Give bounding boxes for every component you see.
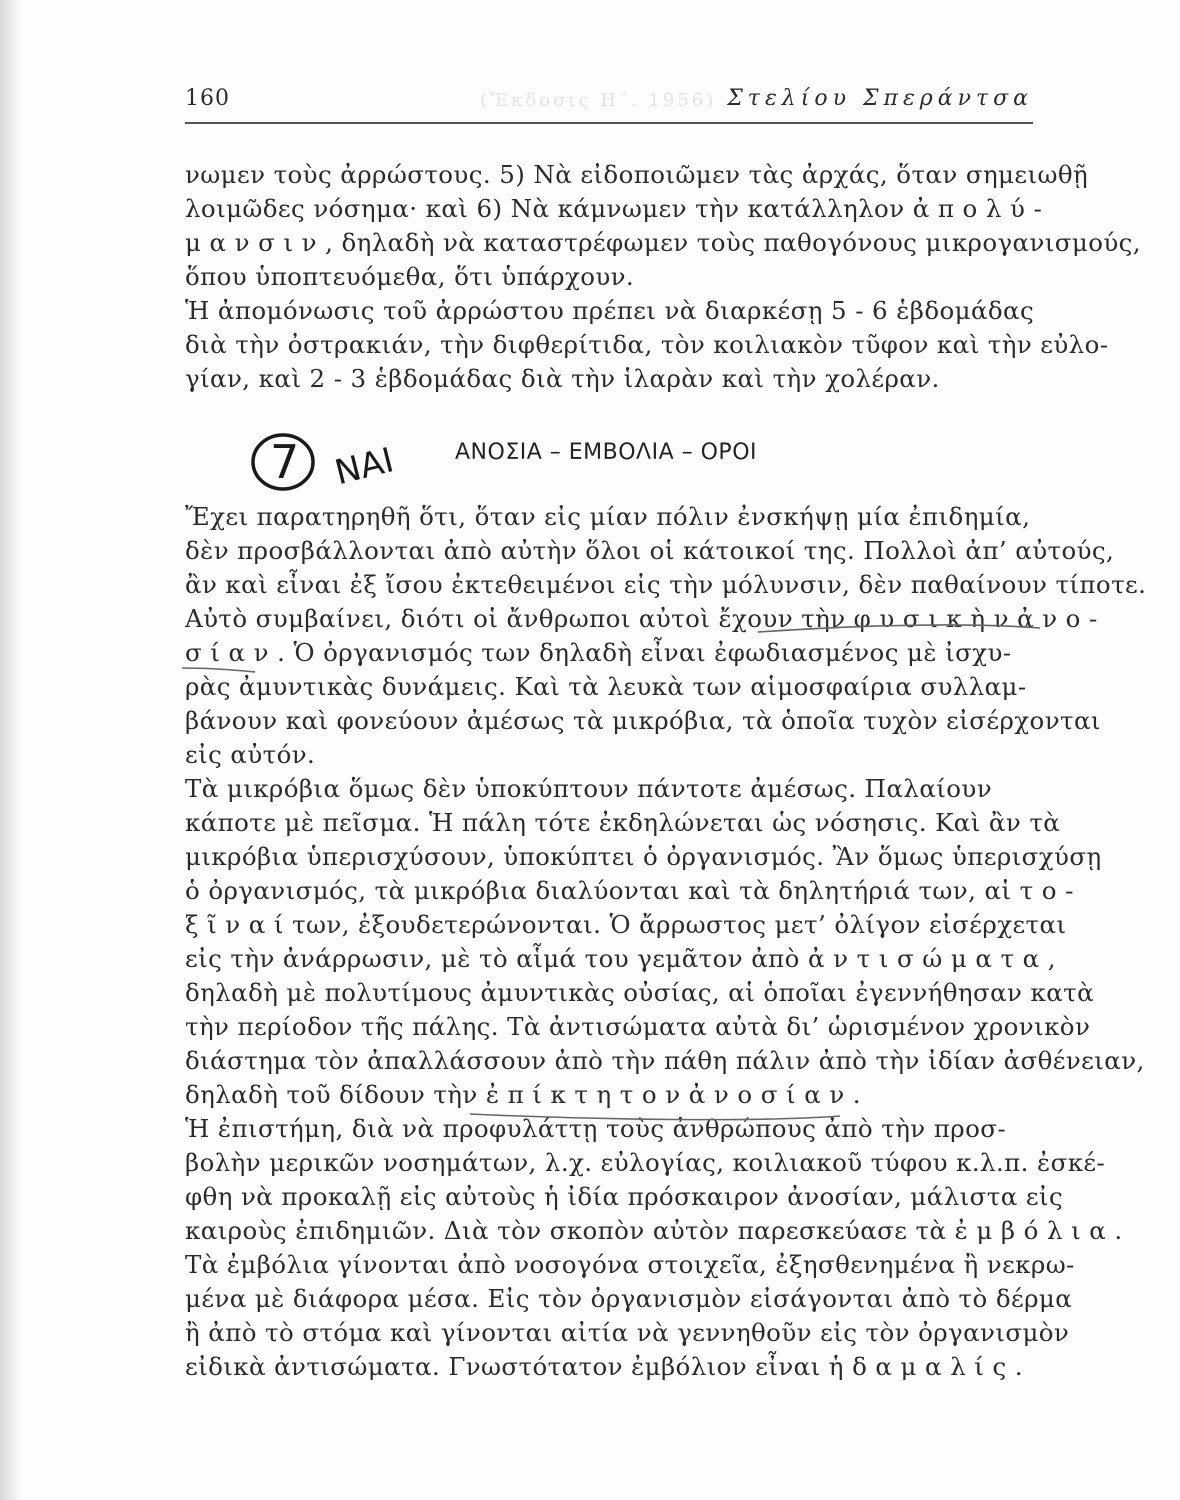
text-line: μένα μὲ διάφορα μέσα. Εἰς τὸν ὀργανισμὸν εἰσάγονται ἀπὸ τὸ δέρμα <box>185 1284 1073 1313</box>
page-number: 160 <box>185 86 230 111</box>
text-line: Ἔχει παρατηρηθῆ ὅτι, ὅταν εἰς μίαν πόλιν ἐνσκήψῃ μία ἐπιδημία, <box>185 502 1031 531</box>
text-line: λοιμῶδες νόσημα· καὶ 6) Νὰ κάμνωμεν τὴν κατάλληλον ἀ π ο λ ύ - <box>185 194 1043 223</box>
text-line: μικρόβια ὑπερισχύσουν, ὑποκύπτει ὁ ὀργανισμός. Ἂν ὅμως ὑπερισχύσῃ <box>185 842 1102 871</box>
text-line: Αὐτὸ συμβαίνει, διότι οἱ ἄνθρωποι αὐτοὶ ἔχουν τὴν φ υ σ ι κ ὴ ν ἀ ν ο - <box>185 604 1098 633</box>
text-line: διάστημα τὸν ἀπαλλάσσουν ἀπὸ τὴν πάθη πάλιν ἀπὸ τὴν ἰδίαν ἀσθένειαν, <box>185 1046 1145 1075</box>
handwritten-annotation <box>245 428 445 498</box>
page-edge-shadow <box>0 0 22 1500</box>
text-line: εἰδικὰ ἀντισώματα. Γνωστότατον ἐμβόλιον εἶναι ἡ δ α μ α λ ί ς . <box>185 1352 1023 1381</box>
text-line: ἢ ἀπὸ τὸ στόμα καὶ γίνονται αἰτία νὰ γεννηθοῦν εἰς τὸν ὀργανισμὸν <box>185 1318 1070 1347</box>
text-line: εἰς τὴν ἀνάρρωσιν, μὲ τὸ αἷμά του γεμᾶτον ἀπὸ ἀ ν τ ι σ ώ μ α τ α , <box>185 944 1056 973</box>
text-line: δηλαδὴ μὲ πολυτίμους ἀμυντικὰς οὐσίας, αἱ ὁποῖαι ἐγεννήθησαν κατὰ <box>185 978 1095 1007</box>
text-line: Τὰ μικρόβια ὅμως δὲν ὑποκύπτουν πάντοτε ἀμέσως. Παλαίουν <box>185 774 993 803</box>
section-heading: ΑΝΟΣΙΑ – ΕΜΒΟΛΙΑ – ΟΡΟΙ <box>455 440 758 465</box>
text-line: δηλαδὴ τοῦ δίδουν τὴν ἐ π ί κ τ η τ ο ν ἀ ν ο σ ί α ν . <box>185 1080 861 1109</box>
text-line: κάποτε μὲ πεῖσμα. Ἡ πάλη τότε ἐκδηλώνεται ὡς νόσησις. Καὶ ἂν τὰ <box>185 808 1061 837</box>
bleed-through-text: (Ἔκδοσις Η΄. 1956) <box>480 90 717 111</box>
handwritten-note: ΝΑΙ <box>330 440 398 494</box>
text-line: σ ί α ν . Ὁ ὀργανισμός των δηλαδὴ εἶναι ἐφωδιασμένος μὲ ἰσχυ- <box>185 638 1012 667</box>
text-line: Ἡ ἀπομόνωσις τοῦ ἀρρώστου πρέπει νὰ διαρκέσῃ 5 - 6 ἑβδομάδας <box>185 296 1035 325</box>
text-line: Τὰ ἐμβόλια γίνονται ἀπὸ νοσογόνα στοιχεῖα, ἐξησθενημένα ἢ νεκρω- <box>185 1250 1075 1279</box>
text-line: γίαν, καὶ 2 - 3 ἑβδομάδας διὰ τὴν ἱλαρὰν καὶ τὴν χολέραν. <box>185 364 940 393</box>
text-line: ὁ ὀργανισμός, τὰ μικρόβια διαλύονται καὶ τὰ δηλητήριά των, αἱ τ ο - <box>185 876 1074 905</box>
text-line: βάνουν καὶ φονεύουν ἀμέσως τὰ μικρόβια, τὰ ὁποῖα τυχὸν εἰσέρχονται <box>185 706 1101 735</box>
text-line: τὴν περίοδον τῆς πάλης. Τὰ ἀντισώματα αὐτὰ δι’ ὡρισμένον χρονικὸν <box>185 1012 1091 1041</box>
text-line: μ α ν σ ι ν , δηλαδὴ νὰ καταστρέφωμεν τοὺς παθογόνους μικρογανισμούς, <box>185 228 1141 257</box>
text-line: Ἡ ἐπιστήμη, διὰ νὰ προφυλάττῃ τοὺς ἀνθρώπους ἀπὸ τὴν προσ- <box>185 1114 1007 1143</box>
text-line: διὰ τὴν ὀστρακιάν, τὴν διφθερίτιδα, τὸν κοιλιακὸν τῦφον καὶ τὴν εὐλο- <box>185 330 1109 359</box>
text-line: ξ ῖ ν α ί των, ἐξουδετερώνονται. Ὁ ἄρρωστος μετ’ ὀλίγον εἰσέρχεται <box>185 910 1067 939</box>
text-line: νωμεν τοὺς ἀρρώστους. 5) Νὰ εἰδοποιῶμεν τὰς ἀρχάς, ὅταν σημειωθῇ <box>185 160 1089 189</box>
text-line: ρὰς ἀμυντικὰς δυνάμεις. Καὶ τὰ λευκὰ των αἱμοσφαίρια συλλαμ- <box>185 672 1027 701</box>
text-line: ἂν καὶ εἶναι ἐξ ἴσου ἐκτεθειμένοι εἰς τὴν μόλυνσιν, δὲν παθαίνουν τίποτε. <box>185 570 1147 599</box>
text-line: δὲν προσβάλλονται ἀπὸ αὐτὴν ὅλοι οἱ κάτοικοί της. Πολλοὶ ἀπ’ αὐτούς, <box>185 536 1115 565</box>
circled-number: 7 <box>270 435 300 489</box>
text-line: βολὴν μερικῶν νοσημάτων, λ.χ. εὐλογίας, κοιλιακοῦ τύφου κ.λ.π. ἐσκέ- <box>185 1148 1106 1177</box>
text-line: καιροὺς ἐπιδημιῶν. Διὰ τὸν σκοπὸν αὐτὸν παρεσκεύασε τὰ ἐ μ β ό λ ι α . <box>185 1216 1123 1245</box>
text-line: ὅπου ὑποπτευόμεθα, ὅτι ὑπάρχουν. <box>185 262 635 291</box>
running-title: Στελίου Σπεράντσα <box>727 86 1033 111</box>
running-head <box>185 86 1033 122</box>
header-rule <box>185 122 1033 124</box>
text-line: φθη νὰ προκαλῇ εἰς αὐτοὺς ἡ ἰδία πρόσκαιρον ἀνοσίαν, μάλιστα εἰς <box>185 1182 1064 1211</box>
text-line: εἰς αὐτόν. <box>185 740 316 769</box>
section-heading-row <box>245 428 845 498</box>
